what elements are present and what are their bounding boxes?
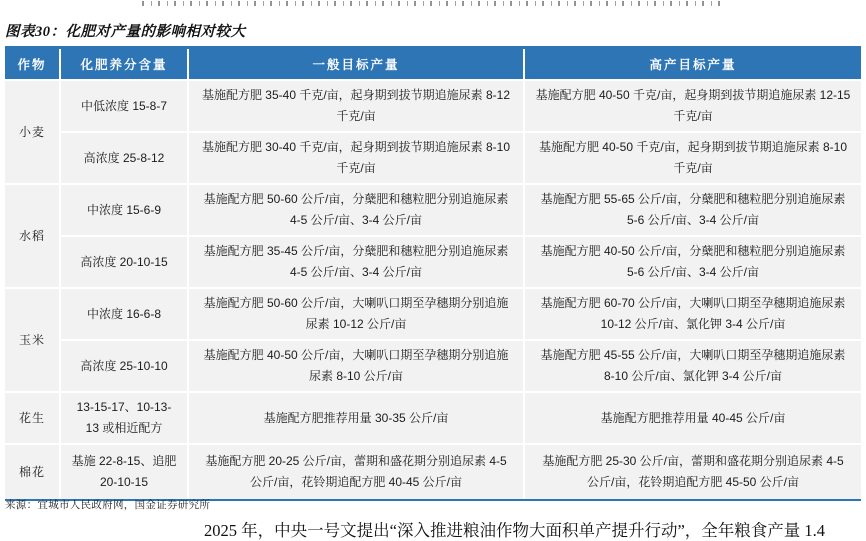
table-title: 图表30：化肥对产量的影响相对较大 <box>5 24 246 40</box>
general-target-cell: 基施配方肥 30-40 千克/亩，起身期到拔节期追施尿素 8-10 千克/亩 <box>189 133 525 185</box>
col-header-nutrient: 化肥养分含量 <box>61 49 189 81</box>
nutrient-cell: 中低浓度 15-8-7 <box>61 81 189 133</box>
high-target-cell: 基施配方肥推荐用量 40-45 公斤/亩 <box>525 393 861 445</box>
high-target-cell: 基施配方肥 45-55 公斤/亩，大喇叭口期至孕穗期追施尿素 8-10 公斤/亩、氯化钾 3-4 公斤/亩 <box>525 341 861 393</box>
table-row <box>5 341 861 393</box>
col-header-high-target: 高产目标产量 <box>525 49 861 81</box>
general-target-cell: 基施配方肥推荐用量 30-35 公斤/亩 <box>189 393 525 445</box>
nutrient-cell: 高浓度 25-10-10 <box>61 341 189 393</box>
high-target-cell: 基施配方肥 55-65 公斤/亩，分蘖肥和穗粒肥分别追施尿素 5-6 公斤/亩、3-4 公斤/亩 <box>525 185 861 237</box>
high-target-cell: 基施配方肥 60-70 公斤/亩，大喇叭口期至孕穗期追施尿素 10-12 公斤/亩、氯化钾 3-4 公斤/亩 <box>525 289 861 341</box>
general-target-cell: 基施配方肥 35-45 公斤/亩，分蘖肥和穗粒肥分别追施尿素 4-5 公斤/亩、3-4 公斤/亩 <box>189 237 525 289</box>
crop-cell-corn: 玉米 <box>5 289 61 393</box>
general-target-cell: 基施配方肥 50-60 公斤/亩，分蘖肥和穗粒肥分别追施尿素 4-5 公斤/亩、3-4 公斤/亩 <box>189 185 525 237</box>
nutrient-cell: 高浓度 20-10-15 <box>61 237 189 289</box>
high-target-cell: 基施配方肥 40-50 公斤/亩，分蘖肥和穗粒肥分别追施尿素 5-6 公斤/亩、3-4 公斤/亩 <box>525 237 861 289</box>
table-row <box>5 393 861 445</box>
nutrient-cell: 13-15-17、10-13-13 或相近配方 <box>61 393 189 445</box>
col-header-crop: 作物 <box>5 49 61 81</box>
col-header-general-target: 一般目标产量 <box>189 49 525 81</box>
crop-cell-peanut: 花生 <box>5 393 61 445</box>
table-row <box>5 289 861 341</box>
table-row <box>5 445 861 499</box>
general-target-cell: 基施配方肥 35-40 千克/亩，起身期到拔节期追施尿素 8-12 千克/亩 <box>189 81 525 133</box>
high-target-cell: 基施配方肥 40-50 千克/亩，起身期到拔节期追施尿素 12-15 千克/亩 <box>525 81 861 133</box>
table-row <box>5 133 861 185</box>
body-paragraph: 2025 年，中央一号文提出“深入推进粮油作物大面积单产提升行动”，全年粮食产量 1.4 <box>204 521 826 540</box>
table-row <box>5 237 861 289</box>
fertilizer-table <box>5 46 861 501</box>
nutrient-cell: 中浓度 15-6-9 <box>61 185 189 237</box>
crop-cell-cotton: 棉花 <box>5 445 61 499</box>
truncated-text-remnant <box>142 1 724 6</box>
high-target-cell: 基施配方肥 40-50 千克/亩，起身期到拔节期追施尿素 8-10 千克/亩 <box>525 133 861 185</box>
source-note: 来源：宜城市人民政府网，国金证券研究所 <box>5 500 211 511</box>
general-target-cell: 基施配方肥 50-60 公斤/亩，大喇叭口期至孕穗期分别追施尿素 10-12 公斤/亩 <box>189 289 525 341</box>
crop-cell-rice: 水稻 <box>5 185 61 289</box>
table-row <box>5 81 861 133</box>
general-target-cell: 基施配方肥 20-25 公斤/亩，蕾期和盛花期分别追尿素 4-5 公斤/亩，花铃期追配方肥 40-45 公斤/亩 <box>189 445 525 499</box>
crop-cell-wheat: 小麦 <box>5 81 61 185</box>
nutrient-cell: 基施 22-8-15、追肥 20-10-15 <box>61 445 189 499</box>
nutrient-cell: 中浓度 16-6-8 <box>61 289 189 341</box>
general-target-cell: 基施配方肥 40-50 公斤/亩，大喇叭口期至孕穗期分别追施尿素 8-10 公斤/亩 <box>189 341 525 393</box>
nutrient-cell: 高浓度 25-8-12 <box>61 133 189 185</box>
header-row <box>5 49 861 81</box>
high-target-cell: 基施配方肥 25-30 公斤/亩，蕾期和盛花期分别追尿素 4-5 公斤/亩，花铃期追配方肥 45-50 公斤/亩 <box>525 445 861 499</box>
table-row <box>5 185 861 237</box>
